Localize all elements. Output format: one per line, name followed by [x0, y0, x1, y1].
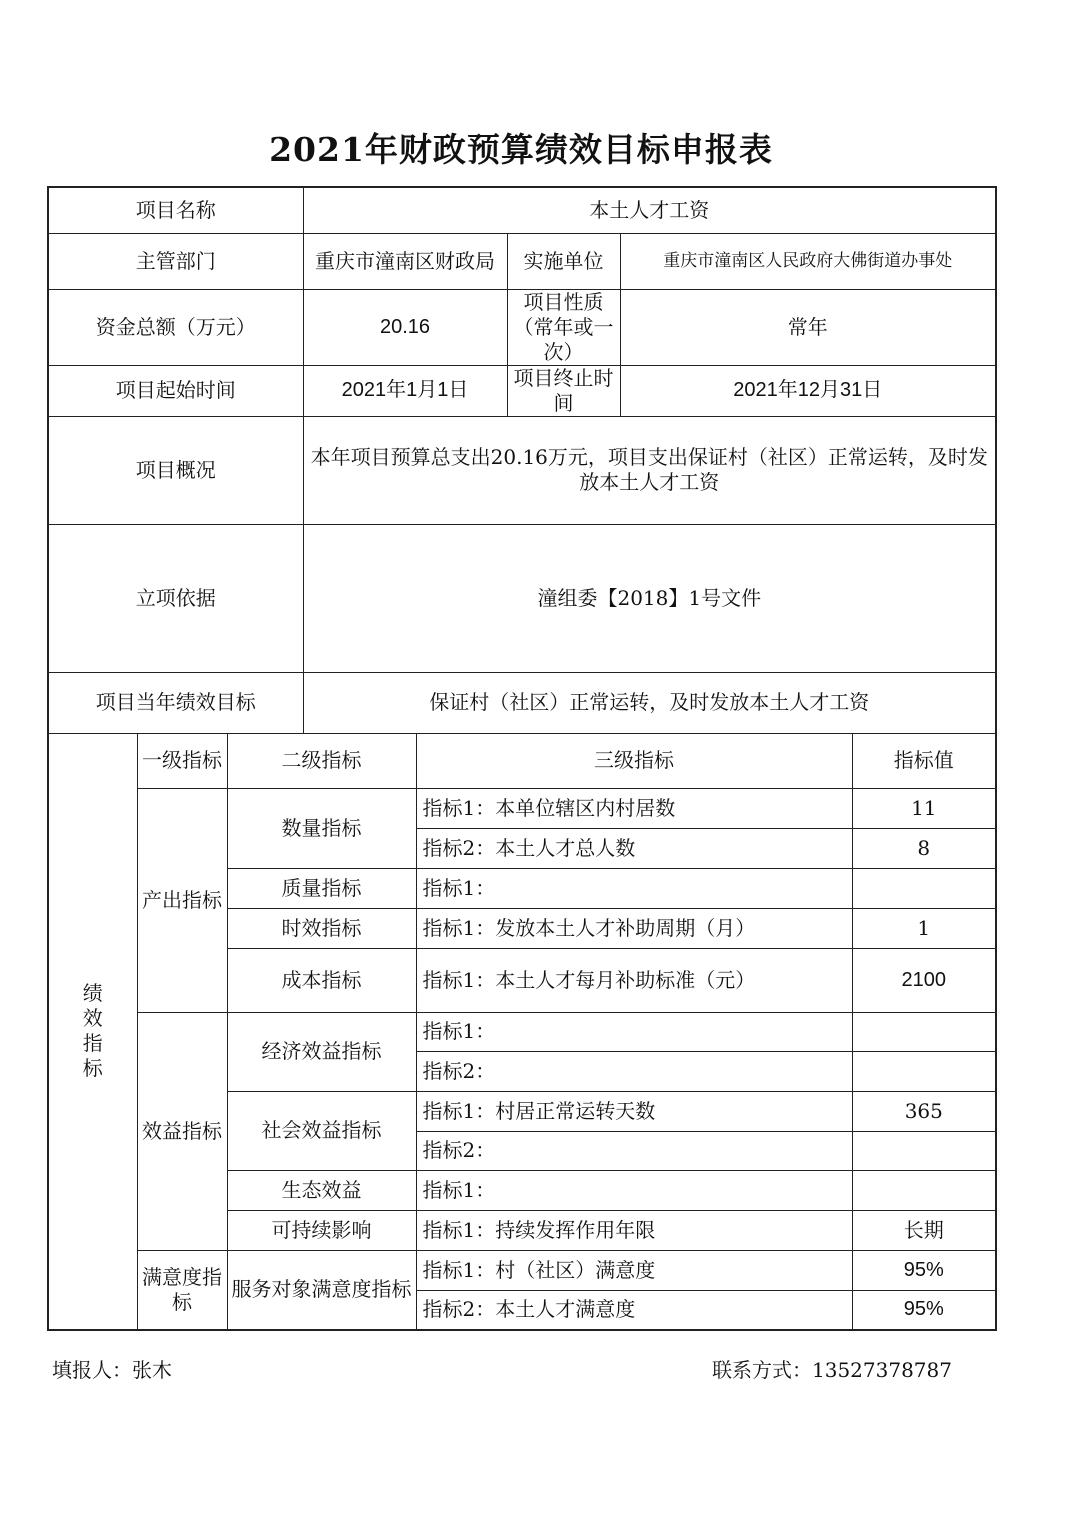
- economic-indicator-1-value: [852, 1012, 996, 1051]
- basis-label: 立项依据: [48, 524, 303, 672]
- header-level2: 二级指标: [227, 733, 416, 788]
- contact-info: 联系方式：13527378787: [712, 1358, 952, 1382]
- benefit-indicator-label: 效益指标: [137, 1012, 227, 1250]
- output-indicator-label: 产出指标: [137, 788, 227, 1012]
- sustain-indicator-label: 可持续影响: [227, 1210, 416, 1250]
- quantity-indicator-2: 指标2：本土人才总人数: [416, 828, 852, 868]
- quality-indicator-1: 指标1：: [416, 868, 852, 908]
- nature-label: 项目性质（常年或一次）: [507, 289, 620, 365]
- economic-indicator-label: 经济效益指标: [227, 1012, 416, 1091]
- filler-name: 填报人：张木: [52, 1358, 172, 1382]
- unit-value: 重庆市潼南区人民政府大佛街道办事处: [620, 233, 996, 289]
- cost-indicator-1: 指标1：本土人才每月补助标准（元）: [416, 948, 852, 1012]
- timeliness-indicator-1-value: 1: [852, 908, 996, 948]
- end-value: 2021年12月31日: [620, 365, 996, 416]
- nature-value: 常年: [620, 289, 996, 365]
- satisfaction-indicator-2: 指标2：本土人才满意度: [416, 1290, 852, 1330]
- quality-indicator-1-value: [852, 868, 996, 908]
- quantity-indicator-1: 指标1：本单位辖区内村居数: [416, 788, 852, 828]
- satisfaction-indicator-1: 指标1：村（社区）满意度: [416, 1250, 852, 1290]
- service-satisfaction-label: 服务对象满意度指标: [227, 1250, 416, 1330]
- social-indicator-1-value: 365: [852, 1091, 996, 1131]
- timeliness-indicator-label: 时效指标: [227, 908, 416, 948]
- quantity-indicator-2-value: 8: [852, 828, 996, 868]
- quality-indicator-label: 质量指标: [227, 868, 416, 908]
- ecology-indicator-1-value: [852, 1170, 996, 1210]
- performance-form-table: [47, 186, 997, 1331]
- economic-indicator-2-value: [852, 1051, 996, 1091]
- ecology-indicator-1: 指标1：: [416, 1170, 852, 1210]
- ecology-indicator-label: 生态效益: [227, 1170, 416, 1210]
- start-label: 项目起始时间: [48, 365, 303, 416]
- dept-value: 重庆市潼南区财政局: [303, 233, 507, 289]
- form-title: 2021年财政预算绩效目标申报表: [269, 130, 773, 169]
- project-name-label: 项目名称: [48, 187, 303, 233]
- sustain-indicator-1: 指标1：持续发挥作用年限: [416, 1210, 852, 1250]
- social-indicator-label: 社会效益指标: [227, 1091, 416, 1170]
- quantity-indicator-1-value: 11: [852, 788, 996, 828]
- social-indicator-1: 指标1：村居正常运转天数: [416, 1091, 852, 1131]
- unit-label: 实施单位: [507, 233, 620, 289]
- start-value: 2021年1月1日: [303, 365, 507, 416]
- economic-indicator-2: 指标2：: [416, 1051, 852, 1091]
- goal-value: 保证村（社区）正常运转，及时发放本土人才工资: [303, 672, 996, 733]
- cost-indicator-label: 成本指标: [227, 948, 416, 1012]
- social-indicator-2: 指标2：: [416, 1131, 852, 1170]
- social-indicator-2-value: [852, 1131, 996, 1170]
- dept-label: 主管部门: [48, 233, 303, 289]
- sustain-indicator-1-value: 长期: [852, 1210, 996, 1250]
- satisfaction-indicator-label: 满意度指标: [137, 1250, 227, 1330]
- header-level3: 三级指标: [416, 733, 852, 788]
- project-name-value: 本土人才工资: [303, 187, 996, 233]
- basis-value: 潼组委【2018】1号文件: [303, 524, 996, 672]
- indicator-group-label: 绩效指标: [48, 733, 137, 1330]
- timeliness-indicator-1: 指标1：发放本土人才补助周期（月）: [416, 908, 852, 948]
- header-level1: 一级指标: [137, 733, 227, 788]
- satisfaction-indicator-1-value: 95%: [852, 1250, 996, 1290]
- quantity-indicator-label: 数量指标: [227, 788, 416, 868]
- satisfaction-indicator-2-value: 95%: [852, 1290, 996, 1330]
- fund-label: 资金总额（万元）: [48, 289, 303, 365]
- end-label: 项目终止时间: [507, 365, 620, 416]
- overview-label: 项目概况: [48, 416, 303, 524]
- overview-value: 本年项目预算总支出20.16万元，项目支出保证村（社区）正常运转，及时发放本土人才工资: [303, 416, 996, 524]
- goal-label: 项目当年绩效目标: [48, 672, 303, 733]
- header-value: 指标值: [852, 733, 996, 788]
- economic-indicator-1: 指标1：: [416, 1012, 852, 1051]
- fund-value: 20.16: [303, 289, 507, 365]
- cost-indicator-1-value: 2100: [852, 948, 996, 1012]
